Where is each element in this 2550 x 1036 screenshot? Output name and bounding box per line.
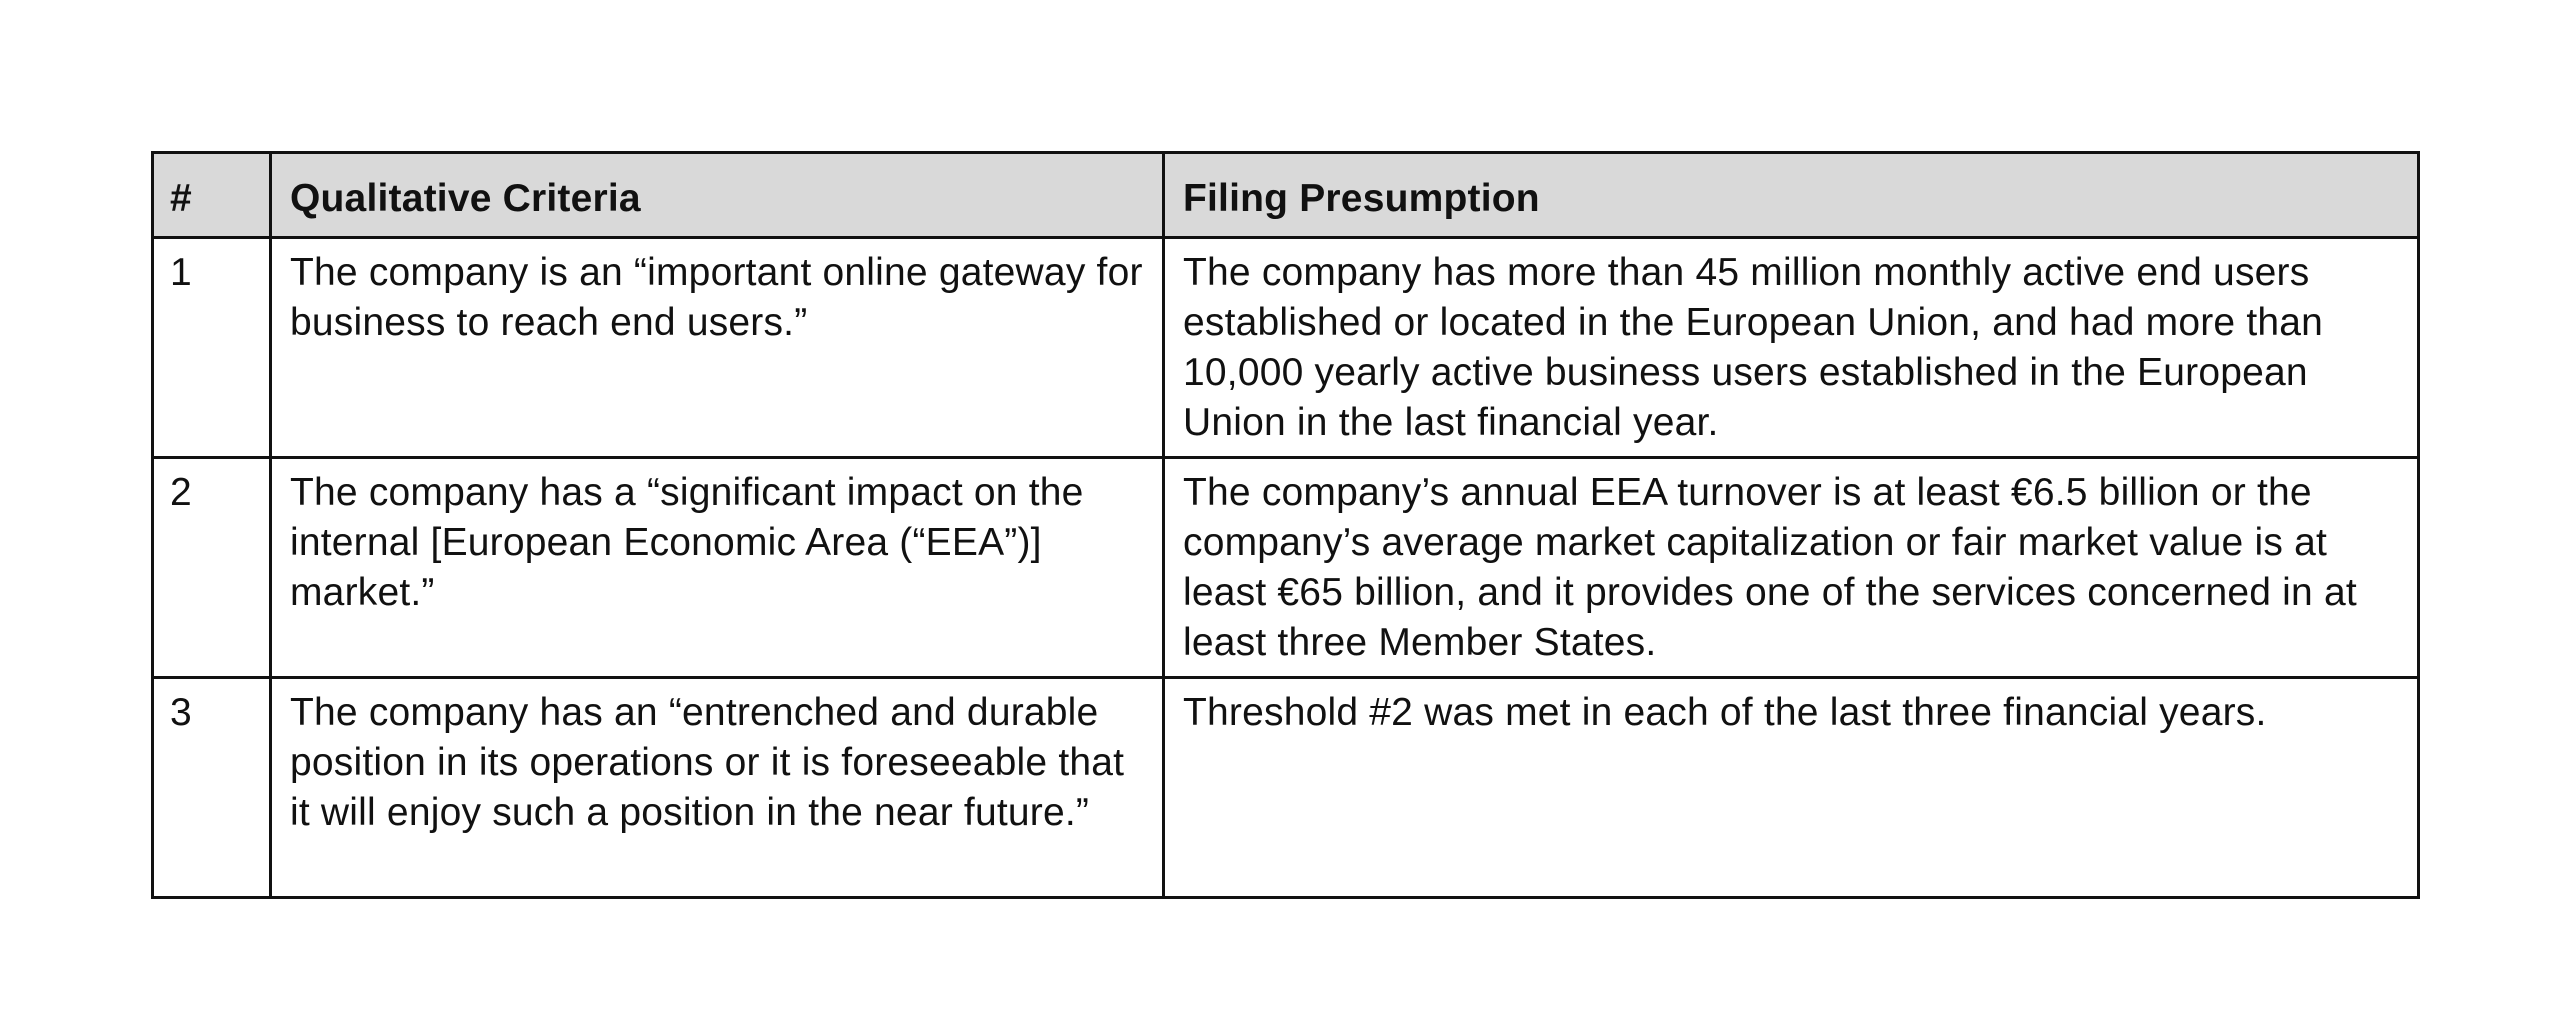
table-row — [153, 458, 2419, 678]
row-filing-presumption: The company’s annual EEA turnover is at least €6.5 billion or the company’s average market capitalization or fair market value is at least €65 billion, and it provides one of the services concerned in at least three Member States. — [1164, 458, 2419, 678]
row-criteria: The company has an “entrenched and durable position in its operations or it is foreseeable that it will enjoy such a position in the near future.” — [271, 678, 1164, 898]
header-filing-presumption: Filing Presumption — [1164, 153, 2419, 238]
criteria-table — [151, 151, 2420, 899]
table-row — [153, 678, 2419, 898]
row-number: 3 — [153, 678, 271, 898]
row-number: 1 — [153, 238, 271, 458]
row-criteria: The company is an “important online gateway for business to reach end users.” — [271, 238, 1164, 458]
row-filing-presumption: Threshold #2 was met in each of the last three financial years. — [1164, 678, 2419, 898]
table-body — [153, 238, 2419, 898]
row-criteria: The company has a “significant impact on the internal [European Economic Area (“EEA”)] market.” — [271, 458, 1164, 678]
row-filing-presumption: The company has more than 45 million monthly active end users established or located in the European Union, and had more than 10,000 yearly active business users established in the European Union in the last financial year. — [1164, 238, 2419, 458]
header-row — [153, 153, 2419, 238]
row-number: 2 — [153, 458, 271, 678]
header-qualitative-criteria: Qualitative Criteria — [271, 153, 1164, 238]
table-row — [153, 238, 2419, 458]
header-number: # — [153, 153, 271, 238]
table-header — [153, 153, 2419, 238]
